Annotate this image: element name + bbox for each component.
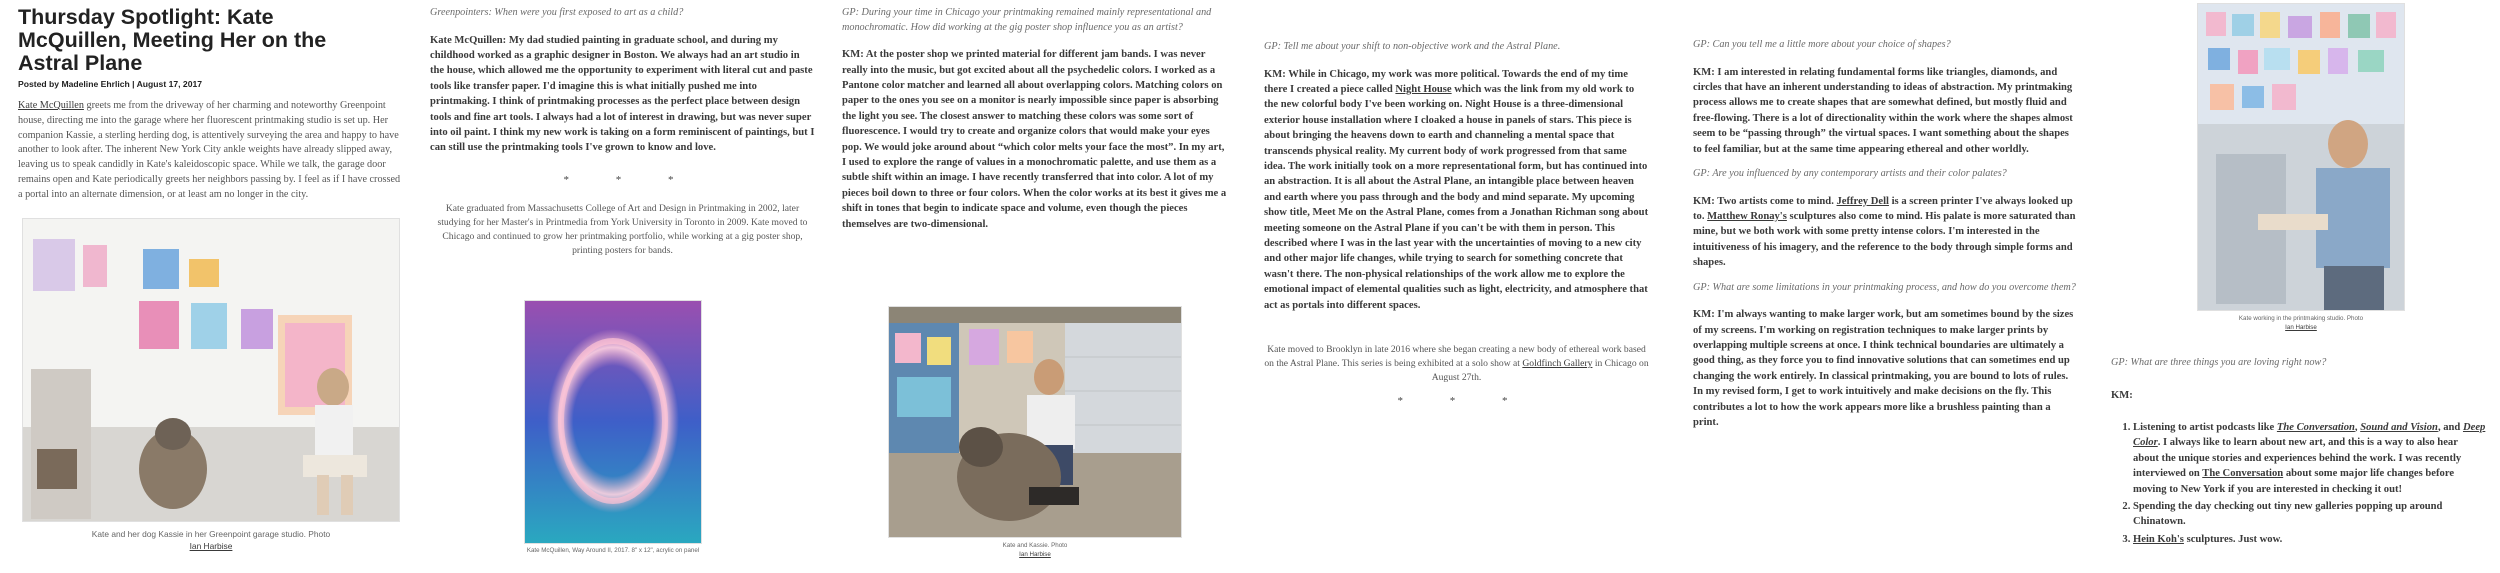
answer: KM: I am interested in relating fundamental forms like triangles, diamonds, and circles that have an inherent understanding to ideas of abstraction. My printmaking process allows me to create shapes that are somewhat defined, but mostly fluid and free-flowing. There is a lot of directionality within the work where the shapes almost seem to be “passing through” the virtual spaces. I want something about the shapes to feel familiar, but at the same time appearing ethereal and other worldly. (1693, 66, 2073, 155)
podcast-link-sound-and-vision[interactable]: Sound and Vision (2360, 422, 2438, 433)
studio-work-caption: Kate working in the printmaking studio. Photo Ian Harbise (2238, 315, 2364, 331)
painting-caption: Kate McQuillen, Way Around II, 2017. 8" x 12", acrylic on panel (526, 547, 700, 554)
studio-work-photo (2197, 3, 2405, 311)
studio-photo (22, 218, 400, 522)
artist-link[interactable]: Kate McQuillen (18, 100, 84, 111)
photographer-link[interactable]: Ian Harbise (1019, 551, 1051, 558)
favorites-list (2111, 420, 2486, 549)
bio-paragraph: Kate graduated from Massachusetts College of Art and Design in Printmaking in 2002, later studying for her Master's in Printmedia from York University in Toronto in 2009. Kate moved to Chicago and continued to grow her printmaking portfolio, while working at a gig poster shop, printing posters for bands. (437, 202, 808, 256)
interview-column-4 (1264, 0, 1649, 573)
matthew-ronay-link[interactable]: Matthew Ronay's (1707, 211, 1787, 223)
night-house-link[interactable]: Night House (1395, 84, 1452, 95)
list-item: 1. Listening to artist podcasts like The Conversation, Sound and Vision, and Deep Color. I always like to learn about new art, and this is a way to also hear about the unique stories and experiences behind the work. I was recently interviewed on The Conversation about some major life changes before moving to New York if you are interested in checking it out! (2133, 420, 2486, 497)
question: GP: What are three things you are loving right now? (2111, 357, 2327, 368)
answer: KM: Two artists come to mind. Jeffrey Dell is a screen printer I've always looked up to. Matthew Ronay's sculptures also come to mind. His palate is more saturated than mine, but we both work with some pretty intense colors. I'm interested in the intuitiveness of his imagery, and the reference to the body through simple forms and shapes. (1693, 195, 2076, 269)
studio-photo-caption: Kate and her dog Kassie in her Greenpoint garage studio. Photo Ian Harbise (91, 529, 331, 551)
bio-paragraph: Kate moved to Brooklyn in late 2016 where she began creating a new body of ethereal work based on the Astral Plane. This series is being exhibited at a solo show at Goldfinch Gallery in Chicago on August 27th. (1264, 344, 1649, 384)
question: GP: Are you influenced by any contemporary artists and their color palates? (1693, 168, 2007, 180)
answer-intro: KM: (2111, 390, 2133, 401)
answer: KM: While in Chicago, my work was more political. Towards the end of my time there I created a piece called Night House which was the link from my old work to the new colorful body I've been working on. Night House is a three-dimensional exterior house installation where I cloaked a house in panels of stars. This piece is about bringing the heavens down to earth and channeling a mental space that transcends physical reality. My current body of work progressed from that same idea. The work initially took on a more representational form, but has continued into an abstraction. It is all about the Astral Plane, an intangible place between heaven and earth where you pass through and the body and mind separate. My upcoming show title, Meet Me on the Astral Plane, comes from a Jonathan Richman song about meeting someone on the Astral Plane if you can't be with them in person. This described where I was in the last year with the uncertainties of moving to a new city and other major life changes, while trying to search for something concrete that wasn't there. The non-physical relationships of the work allow me to explore the emotional impact of elemental qualities such as light, electricity, and atmosphere that act as portals into different spaces. (1264, 68, 1649, 311)
interview-column-6 (2105, 0, 2490, 573)
photographer-link[interactable]: Ian Harbise (189, 541, 233, 551)
question: GP: Can you tell me a little more about your choice of shapes? (1693, 39, 1951, 50)
painting-image (525, 301, 701, 543)
answer: KM: I'm always wanting to make larger work, but am sometimes bound by the sizes of my screens. I'm working on registration techniques to make larger prints by overlapping multiple screens at once. I think technical boundaries are ultimately a good thing, as they force you to find innovative solutions that can sometimes end up changing the work entirely. In classical printmaking, you are bound to lots of rules. In my revised form, I get to work intuitively and make decisions on the fly. This contributes a lot to how the work appears more like a brushless painting than a print. (1693, 309, 2074, 429)
studio-work-image (2198, 4, 2404, 310)
jeffrey-dell-link[interactable]: Jeffrey Dell (1836, 195, 1889, 207)
dog-photo-image (889, 307, 1181, 537)
intro-column (18, 0, 404, 573)
answer: KM: At the poster shop we printed material for different jam bands. I was never really into the music, but got excited about all the psychedelic colors. I worked as a Pantone color matcher and learned all about overlapping colors. Matching colors on paper to the ones you see on a monitor is nearly impossible since paper is absorbing the light you see. The closest answer to matching these colors was some sort of fluorescence. I would try to create and organize colors that would make your eyes pop. We would joke around about “which color melts your face the most”. In my art, I used to explore the range of values in a monochromatic palette, and use them as a subtle shift within an image. I have recently transferred that into color. A lot of my pieces boil down to three or four colors. When the color works at its best it gives me a shift in tones that begin to indicate space and volume, even though the pieces themselves are two-dimensional. (842, 49, 1227, 230)
intro-paragraph: Kate McQuillen greets me from the driveway of her charming and noteworthy Greenpoint house, directing me into the garage where her fluorescent printmaking studio is set up. Her companion Kassie, a sterling herding dog, is attentively surveying the area and happy to have another to look after. The inherent New York City ankle weights have already slipped away, leaving us to speak candidly in Kate's kaleidoscopic space. While we talk, the garage door remains open and Kate periodically greets her neighbors passing by. I feel as if I have crossed a portal into an alternate dimension, or at least am no longer in the city. (18, 100, 401, 200)
studio-photo-image (23, 219, 399, 521)
question: GP: Tell me about your shift to non-objective work and the Astral Plane. (1264, 41, 1561, 52)
dog-photo (888, 306, 1182, 538)
question: GP: What are some limitations in your printmaking process, and how do you overcome them? (1693, 281, 2076, 293)
answer: Kate McQuillen: My dad studied painting in graduate school, and during my childhood worked as a graphic designer in Boston. We always had an art studio in the house, which allowed me the opportunity to experiment with literal cut and paste tools like transfer paper. I'd imagine this is what initially pushed me into printmaking. I think of printmaking processes as the perfect place between design tools and fine art tools. I always had a lot of interest in drawing, but was never super into oil paint. I think my new work is taking on a form reminiscent of paintings, but I can still use the printmaking tools I've grown to know and love. (430, 34, 815, 154)
article-title: Thursday Spotlight: Kate McQuillen, Meeting Her on the Astral Plane (18, 5, 327, 75)
conversation-interview-link[interactable]: The Conversation (2202, 468, 2284, 480)
interview-column-2 (430, 0, 815, 573)
hein-koh-link[interactable]: Hein Koh's (2133, 533, 2184, 545)
podcast-link-conversation[interactable]: The Conversation (2276, 422, 2355, 433)
painting-photo (524, 300, 702, 544)
list-item: 2. Spending the day checking out tiny new galleries popping up around Chinatown. (2133, 499, 2486, 530)
interview-column-3 (842, 0, 1227, 573)
section-divider: * * * (1397, 395, 1530, 408)
list-item: 3. Hein Koh's sculptures. Just wow. (2133, 532, 2486, 547)
article-byline: Posted by Madeline Ehrlich | August 17, 2017 (18, 79, 203, 89)
dog-photo-caption: Kate and Kassie. Photo Ian Harbise (1002, 542, 1068, 558)
photographer-link[interactable]: Ian Harbise (2285, 324, 2317, 331)
goldfinch-gallery-link[interactable]: Goldfinch Gallery (1522, 358, 1593, 370)
question: Greenpointers: When were you first exposed to art as a child? (430, 7, 684, 18)
question: GP: During your time in Chicago your printmaking remained mainly representational and monochromatic. How did working at the gig poster shop influence you as an artist? (842, 7, 1212, 33)
podcast-link-deep-color[interactable]: Deep Color (2133, 422, 2486, 449)
interview-column-5 (1693, 0, 2078, 573)
section-divider: * * * (563, 173, 696, 186)
